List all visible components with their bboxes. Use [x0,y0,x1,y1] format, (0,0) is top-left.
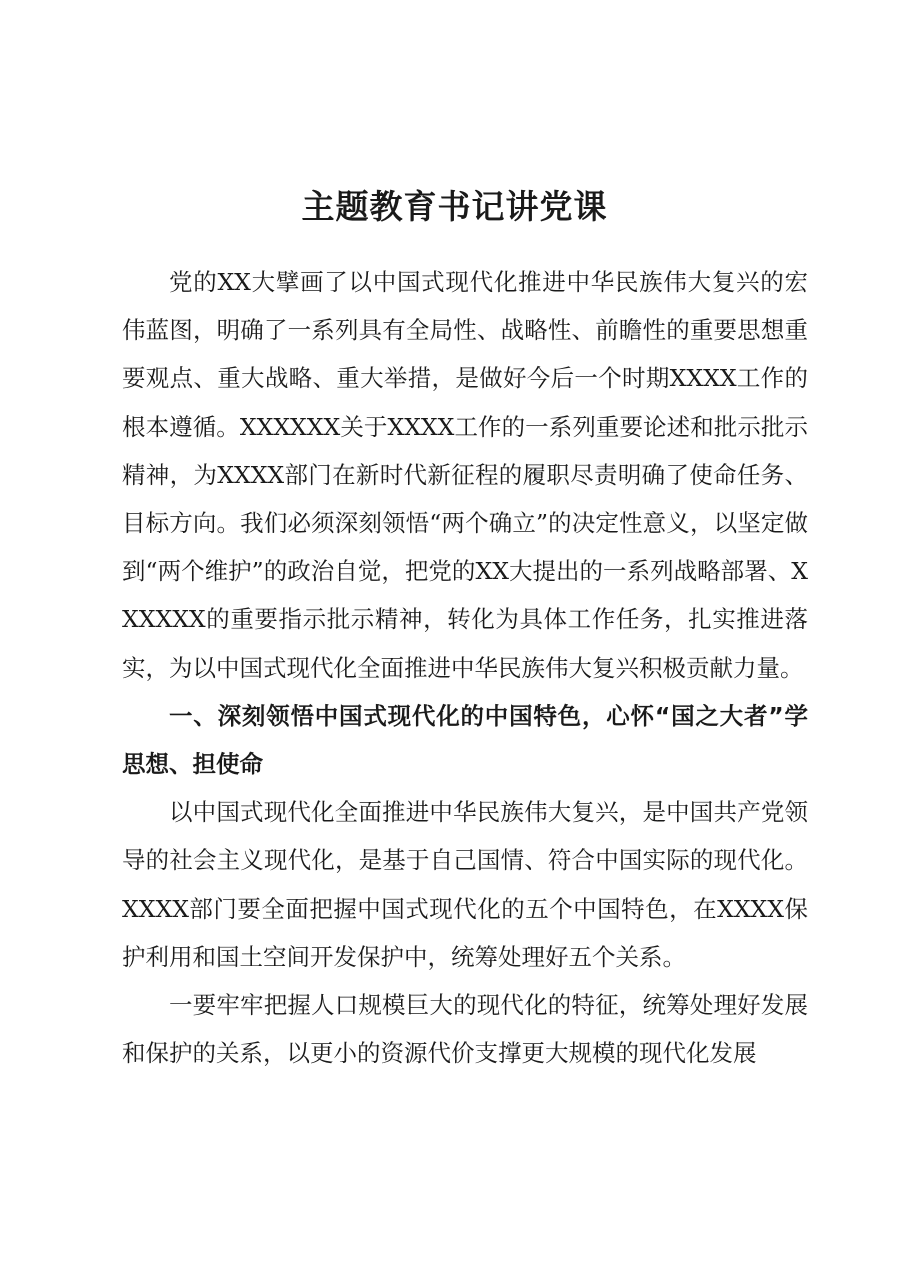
body-paragraph-point-1: 一要牢牢把握人口规模巨大的现代化的特征，统筹处理好发展和保护的关系，以更小的资源代价支撑更大规模的现代化发展 [122,991,808,1068]
document-body [122,258,808,1077]
document-title: 主题教育书记讲党课 [301,187,608,226]
body-paragraph-intro: 党的XX大擘画了以中国式现代化推进中华民族伟大复兴的宏伟蓝图，明确了一系列具有全局性、战略性、前瞻性的重要思想重要观点、重大战略、重大举措，是做好今后一个时期XXXX工作的根本遵循。XXXXXX关于XXXX工作的一系列重要论述和批示批示精神，为XXXX部门在新时代新征程的履职尽责明确了使命任务、目标方向。我们必须深刻领悟“两个确立”的决定性意义，以坚定做到“两个维护”的政治自觉，把党的XX大提出的一系列战略部署、XXXXXX的重要指示批示精神，转化为具体工作任务，扎实推进落实，为以中国式现代化全面推进中华民族伟大复兴积极贡献力量。 [122,268,808,682]
section-heading-1: 一、深刻领悟中国式现代化的中国特色，心怀“国之大者”学思想、担使命 [122,701,808,779]
body-paragraph-section1-intro: 以中国式现代化全面推进中华民族伟大复兴，是中国共产党领导的社会主义现代化，是基于自己国情、符合中国实际的现代化。XXXX部门要全面把握中国式现代化的五个中国特色，在XXXX保护利用和国土空间开发保护中，统筹处理好五个关系。 [122,798,808,971]
